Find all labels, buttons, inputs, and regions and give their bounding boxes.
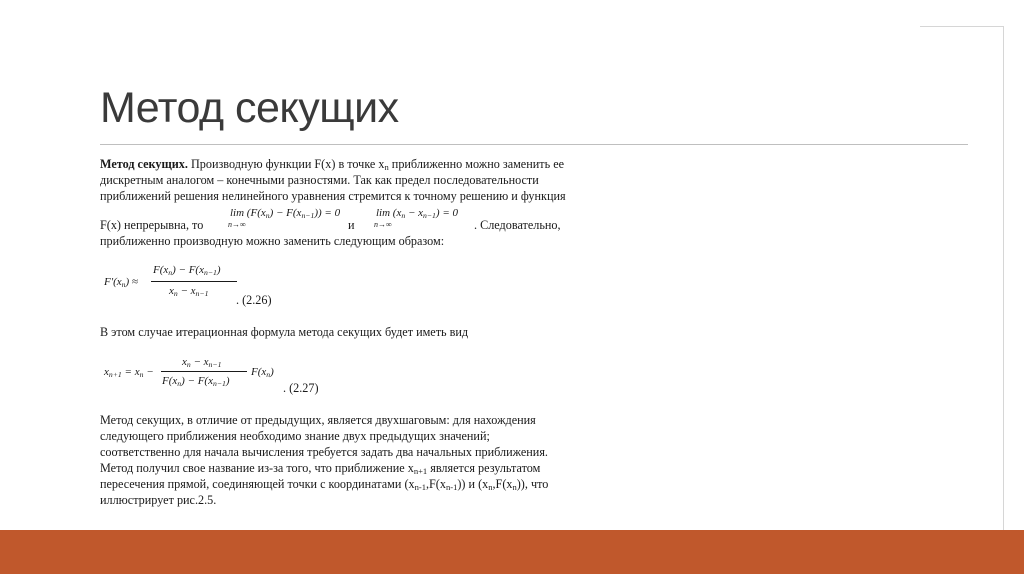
- text-span: x: [104, 366, 109, 378]
- slide-title: Метод секущих: [100, 84, 399, 132]
- paragraph-2: В этом случае итерационная формула метода секущих будет иметь вид: [100, 325, 469, 339]
- subscript: n-1: [414, 482, 426, 492]
- subscript: n-1: [445, 482, 458, 492]
- paragraph-3-line-6: иллюстрирует рис.2.5.: [100, 493, 217, 507]
- paragraph-1-line-1: [100, 157, 564, 173]
- eq227-fraction-bar: [161, 371, 247, 372]
- text-span: F(x: [251, 366, 267, 378]
- subscript: n−1: [203, 268, 217, 277]
- subscript: n−1: [195, 289, 209, 298]
- eq227-tail: [251, 366, 274, 378]
- subscript: n: [265, 211, 270, 220]
- paragraph-1-line-4a: F(x) непрерывна, то: [100, 218, 204, 232]
- eq227-lhs: [104, 366, 154, 378]
- subscript: n−1: [208, 360, 222, 369]
- subscript: n: [121, 280, 126, 289]
- subscript: n: [266, 370, 271, 379]
- paragraph-1-line-4b: . Следовательно,: [474, 218, 561, 232]
- method-name-bold: Метод секущих.: [100, 157, 188, 171]
- text-span: приближенно можно заменить ее: [388, 157, 565, 171]
- eq226-label: . (2.26): [236, 293, 272, 307]
- text-span: ) = 0: [435, 207, 458, 219]
- paragraph-3-line-2: следующего приближения необходимо знание двух предыдущих значений;: [100, 429, 490, 443]
- limit-1: [230, 207, 340, 219]
- paragraph-1-line-3: приближений решения нелинейного уравнения стремится к точному решению и функция: [100, 189, 566, 203]
- footer-accent-band: [0, 530, 1024, 574]
- limit-1-subscript: n→∞: [228, 220, 246, 229]
- subscript: n: [139, 370, 144, 379]
- subscript: n: [177, 379, 182, 388]
- frame-top-line: [920, 26, 1004, 27]
- text-span: −: [143, 366, 154, 378]
- text-span: ,F(x: [492, 477, 513, 491]
- eq226-denominator: [169, 285, 208, 297]
- frame-right-line: [1003, 26, 1004, 530]
- text-span: − x: [190, 356, 209, 368]
- text-span: )) и (x: [457, 477, 489, 491]
- paragraph-3-line-3: соответственно для начала вычисления требуется задать два начальных приближения.: [100, 445, 548, 459]
- paragraph-3-line-5: [100, 477, 548, 493]
- eq226-fraction-bar: [151, 281, 237, 282]
- text-span: является результатом: [427, 461, 541, 475]
- paragraph-3-line-1: Метод секущих, в отличие от предыдущих, является двухшаговым: для нахождения: [100, 413, 536, 427]
- text-span: Производную функции F(x) в точке x: [187, 157, 385, 171]
- text-span: )), что: [516, 477, 549, 491]
- subscript: n+1: [108, 370, 122, 379]
- subscript: n: [401, 211, 406, 220]
- text-span: )) = 0: [314, 207, 341, 219]
- eq227-label: . (2.27): [283, 381, 319, 395]
- conjunction-and: и: [348, 218, 355, 232]
- text-span: ) − F(x: [172, 264, 204, 276]
- limit-2-subscript: n→∞: [374, 220, 392, 229]
- paragraph-1-line-2: дискретным аналогом – конечными разностями. Так как предел последовательности: [100, 173, 539, 187]
- text-span: F(x: [162, 375, 178, 387]
- text-span: ) ≈: [125, 276, 138, 288]
- eq226-numerator: [153, 264, 221, 276]
- subscript: n−1: [212, 379, 226, 388]
- text-span: lim (x: [376, 207, 402, 219]
- subscript: n: [186, 360, 191, 369]
- paragraph-1-line-5: приближенно производную можно заменить следующим образом:: [100, 234, 445, 248]
- eq227-denominator: [162, 375, 230, 387]
- text-span: x: [182, 356, 187, 368]
- text-span: F′(x: [104, 276, 122, 288]
- subscript: n: [384, 162, 389, 172]
- eq227-numerator: [182, 356, 221, 368]
- subscript: n: [488, 482, 493, 492]
- text-span: пересечения прямой, соединяющей точки с координатами (x: [100, 477, 415, 491]
- text-span: ): [225, 375, 230, 387]
- subscript: n: [512, 482, 517, 492]
- text-span: Метод получил свое название из-за того, что приближение x: [100, 461, 414, 475]
- text-span: ): [270, 366, 274, 378]
- text-span: F(x: [153, 264, 169, 276]
- eq226-lhs: [104, 276, 138, 288]
- text-span: ): [216, 264, 221, 276]
- text-span: − x: [405, 207, 424, 219]
- text-span: − x: [177, 285, 196, 297]
- subscript: n: [173, 289, 178, 298]
- text-span: ) − F(x: [181, 375, 213, 387]
- text-span: lim (F(x: [230, 207, 266, 219]
- paragraph-3-line-4: [100, 461, 540, 477]
- text-span: ) − F(x: [269, 207, 302, 219]
- subscript: n−1: [301, 211, 315, 220]
- text-span: x: [169, 285, 174, 297]
- subscript: n−1: [423, 211, 436, 220]
- text-span: ,F(x: [425, 477, 446, 491]
- title-divider: [100, 144, 968, 145]
- subscript: n+1: [413, 466, 428, 476]
- subscript: n: [168, 268, 173, 277]
- limit-2: [376, 207, 458, 219]
- text-span: = x: [121, 366, 140, 378]
